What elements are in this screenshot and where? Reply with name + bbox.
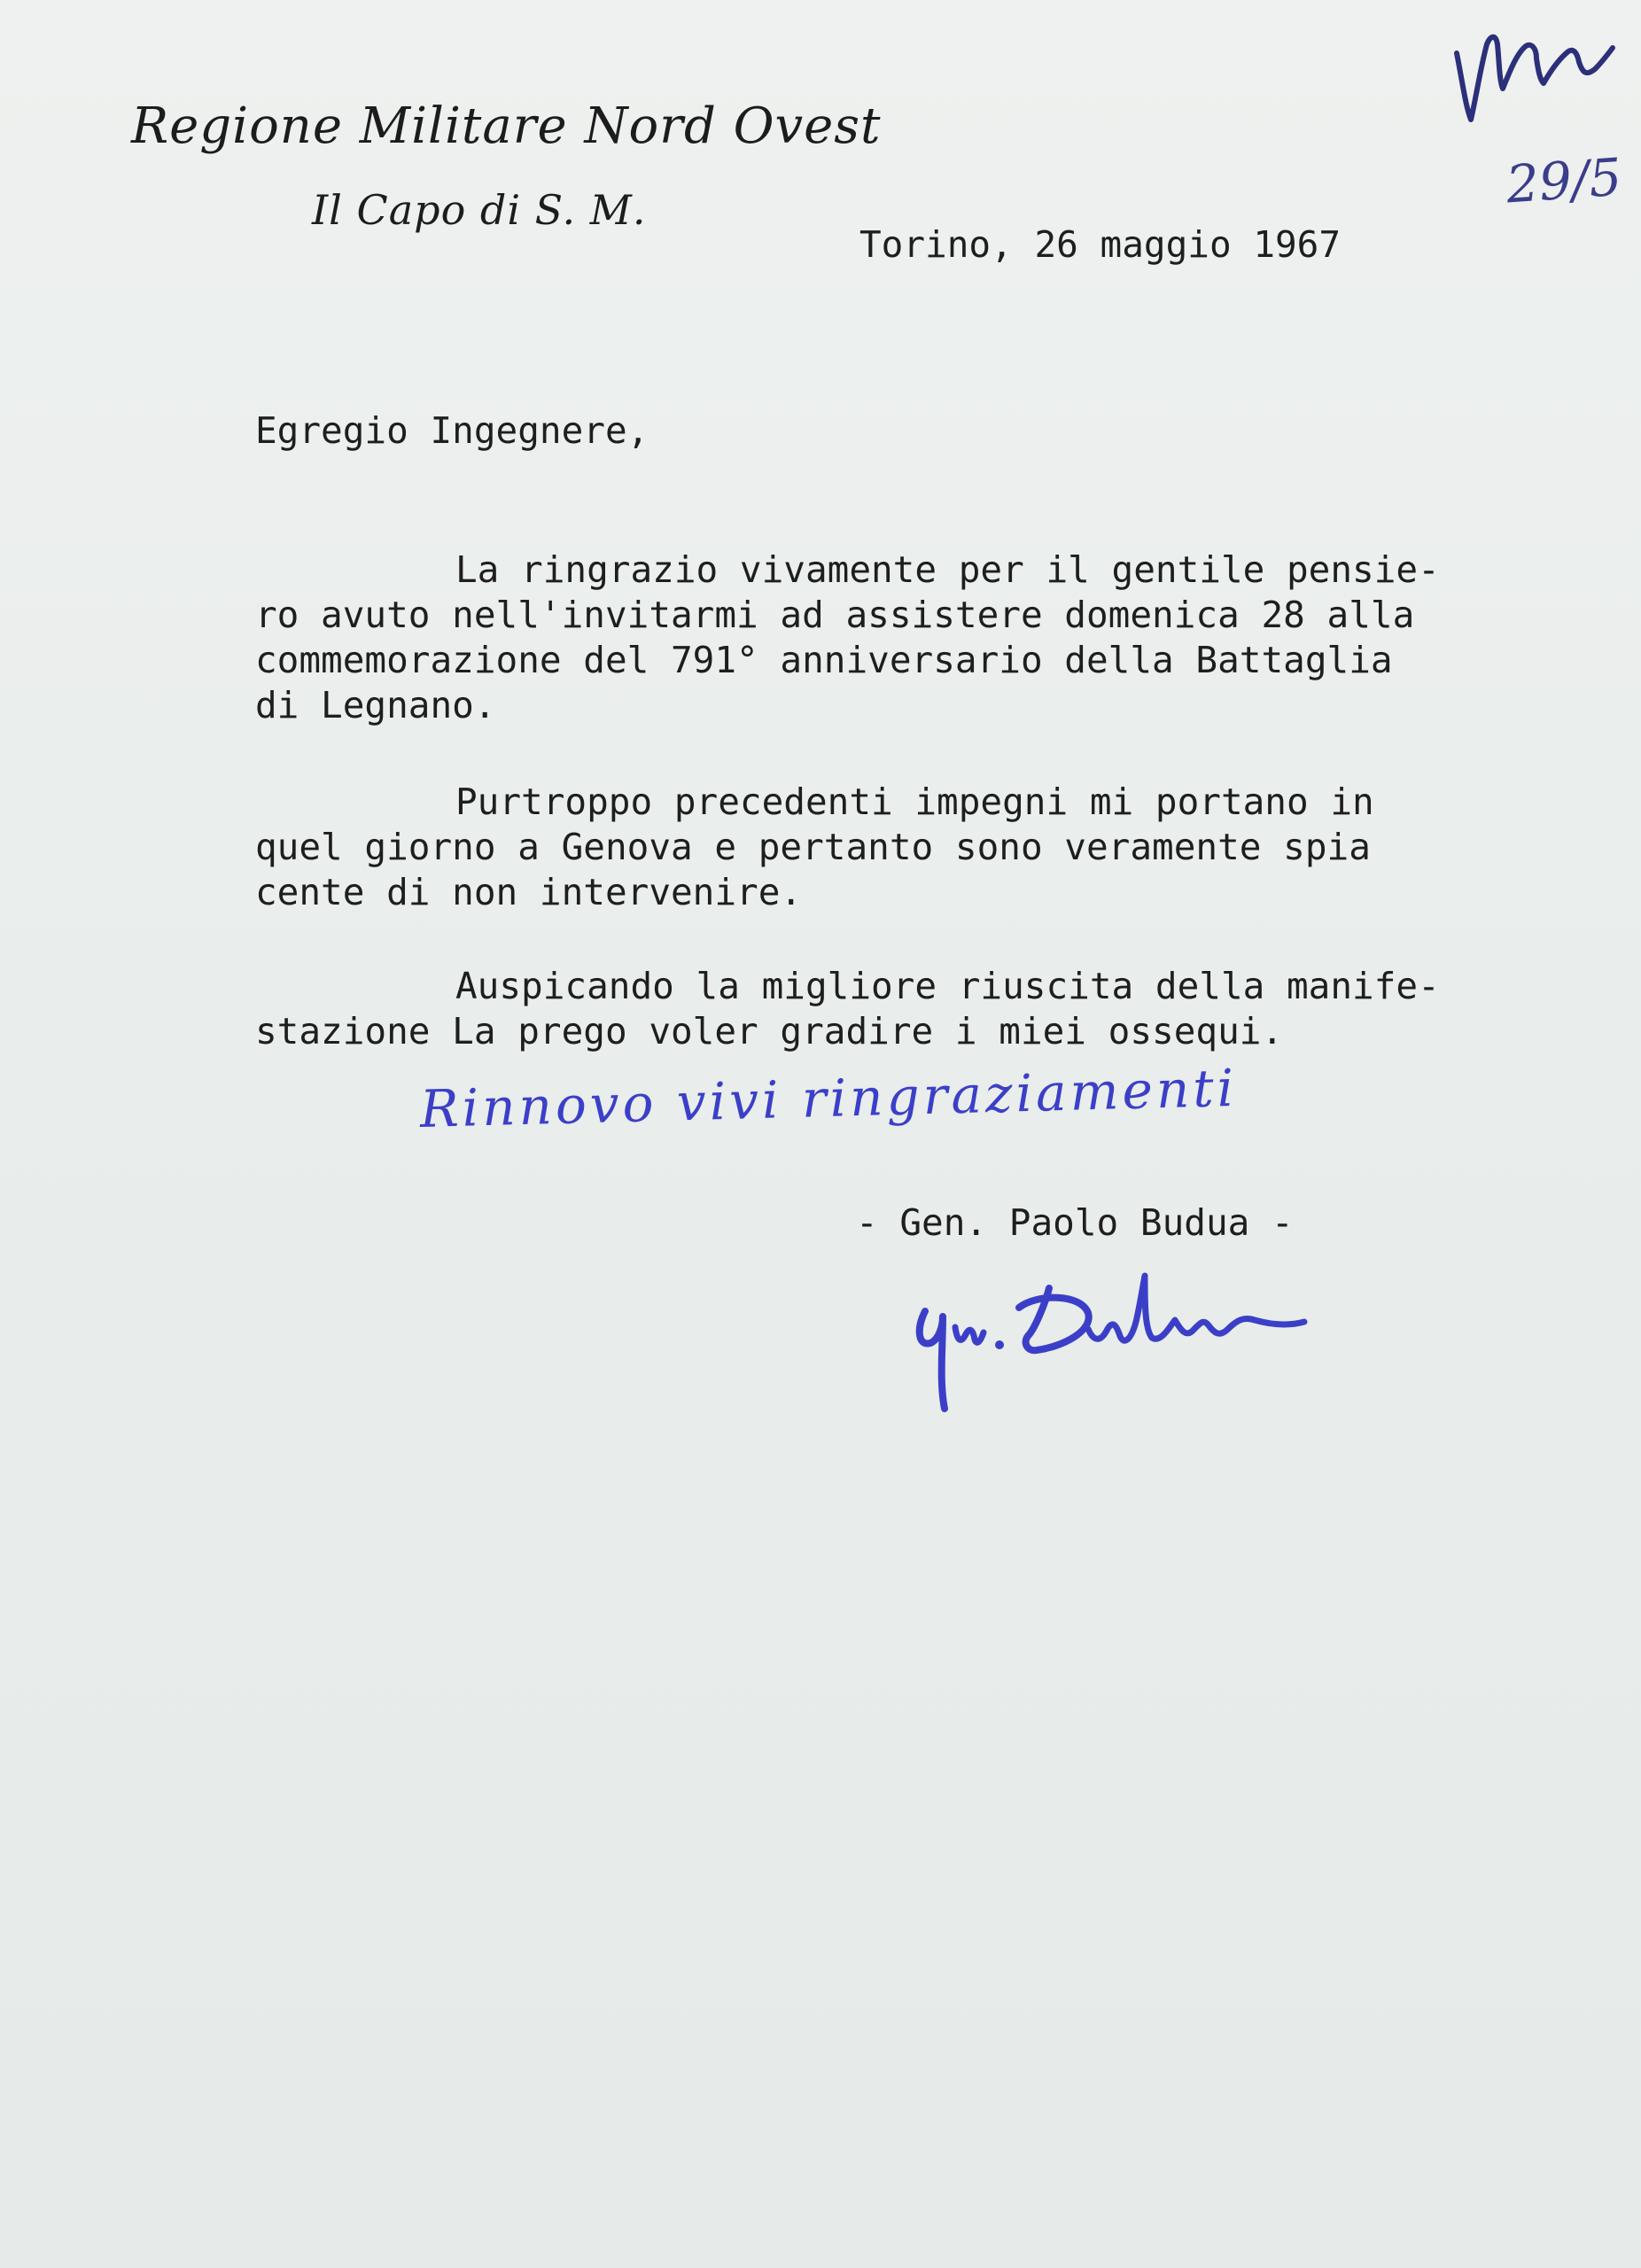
- letterhead-office: Il Capo di S. M.: [312, 186, 647, 234]
- corner-initials-handwriting: [1444, 9, 1622, 133]
- paragraph-line: quel giorno a Genova e pertanto sono veramente spia: [255, 826, 1371, 868]
- closing-name: - Gen. Paolo Budua -: [856, 1201, 1294, 1244]
- paragraph-line: ro avuto nell'invitarmi ad assistere domenica 28 alla: [255, 594, 1415, 636]
- paragraph-line: stazione La prego voler gradire i miei ossequi.: [255, 1010, 1284, 1052]
- salutation: Egregio Ingegnere,: [255, 409, 649, 452]
- paragraph-line: Purtroppo precedenti impegni mi portano in: [455, 781, 1374, 823]
- paragraph-line: Auspicando la migliore riuscita della manife-: [455, 965, 1440, 1007]
- paragraph-line: di Legnano.: [255, 684, 496, 726]
- paragraph-2: [255, 780, 1496, 915]
- paragraph-line: La ringrazio vivamente per il gentile pensie-: [455, 548, 1440, 591]
- paragraph-1: [255, 548, 1496, 728]
- handwritten-note: Rinnovo vivi ringraziamenti: [419, 1057, 1238, 1139]
- paragraph-3: [255, 964, 1496, 1054]
- paragraph-line: cente di non intervenire.: [255, 871, 803, 913]
- letterhead-organization: Regione Militare Nord Ovest: [131, 97, 882, 155]
- date-line: Torino, 26 maggio 1967: [859, 223, 1342, 266]
- paragraph-line: commemorazione del 791° anniversario della Battaglia: [255, 639, 1393, 681]
- corner-date-handwriting: 29/5: [1504, 146, 1624, 215]
- signature-handwriting: [904, 1258, 1320, 1426]
